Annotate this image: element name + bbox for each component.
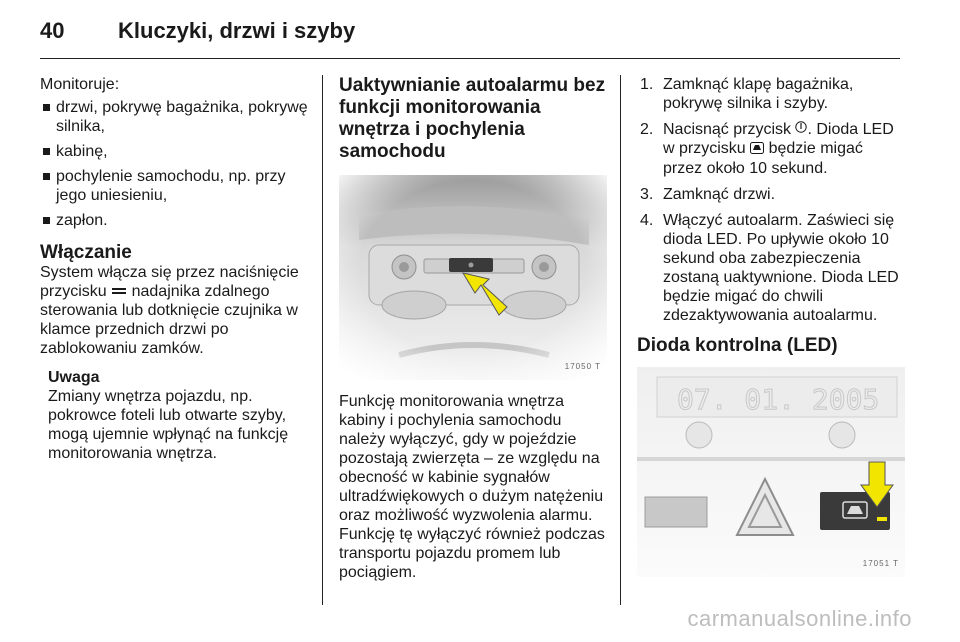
list-item xyxy=(40,142,308,161)
watermark-text: carmanualsonline.info xyxy=(687,606,912,631)
section-heading: Uaktywnianie autoalarmu bez funkcji monitorowania wnętrza i pochylenia samochodu xyxy=(339,75,606,162)
section-heading: Dioda kontrolna (LED) xyxy=(637,334,838,356)
step-number: 3. xyxy=(640,185,654,203)
note-text: Zmiany wnętrza pojazdu, np. pokrowce foteli lub otwarte szyby, mogą ujemnie wpłynąć na funkcję monitorowania wnętrza. xyxy=(48,388,289,463)
step-text: Nacisnąć przycisk xyxy=(663,121,792,138)
column-3 xyxy=(637,75,905,577)
display-readout: 07. 01. 2005 xyxy=(677,382,880,416)
figure-led-panel xyxy=(637,367,905,577)
bullet-icon xyxy=(43,217,50,224)
led-panel-illustration xyxy=(637,367,905,577)
paragraph: Funkcję monitorowania wnętrza kabiny i pochylenia samochodu należy wyłączyć, gdy w pojeździe pozostają zwierzęta – ze względu na obecność w kabinie sygnałów ultradźwiękowych o dużym natężeniu oraz możliwość wyzwolenia alarmu. Funkcję tę wyłączyć również podczas transportu pojazdu promem lub pociągiem. xyxy=(339,393,605,581)
led-indicator xyxy=(877,517,887,521)
page-number: 40 xyxy=(40,18,65,43)
page-title: Kluczyki, drzwi i szyby xyxy=(118,18,356,43)
step-number: 2. xyxy=(640,121,654,138)
bullet-icon xyxy=(43,173,50,180)
lock-button-icon xyxy=(111,282,127,301)
list-item xyxy=(637,75,905,113)
car-interior-icon xyxy=(750,140,764,159)
list-item xyxy=(40,167,308,205)
list-item-text: drzwi, pokrywę bagażnika, pokrywę silnika, xyxy=(56,99,308,135)
steps-list xyxy=(637,75,905,325)
note-box xyxy=(48,368,308,463)
note-title: Uwaga xyxy=(48,369,100,387)
list-item xyxy=(637,120,905,178)
list-item xyxy=(637,211,905,325)
column-divider xyxy=(620,75,621,605)
figure-interior-sensor xyxy=(339,175,607,380)
bullet-icon xyxy=(43,104,50,111)
paragraph xyxy=(40,263,308,358)
list-item-text: pochylenie samochodu, np. przy jego uniesieniu, xyxy=(56,168,286,204)
column-divider xyxy=(322,75,323,605)
figure-code: 17050 T xyxy=(564,362,601,371)
step-text: . Dioda LED w przycisku xyxy=(663,121,894,158)
power-button-icon xyxy=(795,120,807,139)
list-item-text: kabinę, xyxy=(56,143,108,160)
step-text: Zamknąć drzwi. xyxy=(663,185,776,203)
step-number: 4. xyxy=(640,211,654,229)
column-1 xyxy=(40,75,308,463)
paragraph-part: System włącza się przez naciśnięcie przycisku xyxy=(40,264,299,300)
step-number: 1. xyxy=(640,76,654,93)
list-item xyxy=(637,185,905,204)
list-item xyxy=(40,98,308,136)
paragraph-part: nadajnika zdalnego sterowania lub dotknięcie czujnika w klamce przednich drzwi po zablokowaniu zamków. xyxy=(40,283,298,358)
list-item xyxy=(40,211,308,230)
intro-text: Monitoruje: xyxy=(40,76,120,93)
header-rule xyxy=(40,58,900,59)
section-heading: Włączanie xyxy=(40,242,132,263)
list-item-text: zapłon. xyxy=(56,212,108,229)
interior-illustration xyxy=(339,175,607,380)
step-text: Zamknąć klapę bagażnika, pokrywę silnika i szyby. xyxy=(663,76,854,112)
bullet-icon xyxy=(43,148,50,155)
step-text: będzie migać przez około 10 sekund. xyxy=(663,140,863,177)
figure-code: 17051 T xyxy=(862,558,899,568)
column-2 xyxy=(339,75,607,582)
step-text: Włączyć autoalarm. Zaświeci się dioda LED. Po upływie około 10 sekund oba zabezpieczenia zostaną uaktywnione. Dioda LED będzie migać do chwili zdezaktywowania autoalarmu. xyxy=(663,211,899,324)
monitor-list xyxy=(40,98,308,230)
